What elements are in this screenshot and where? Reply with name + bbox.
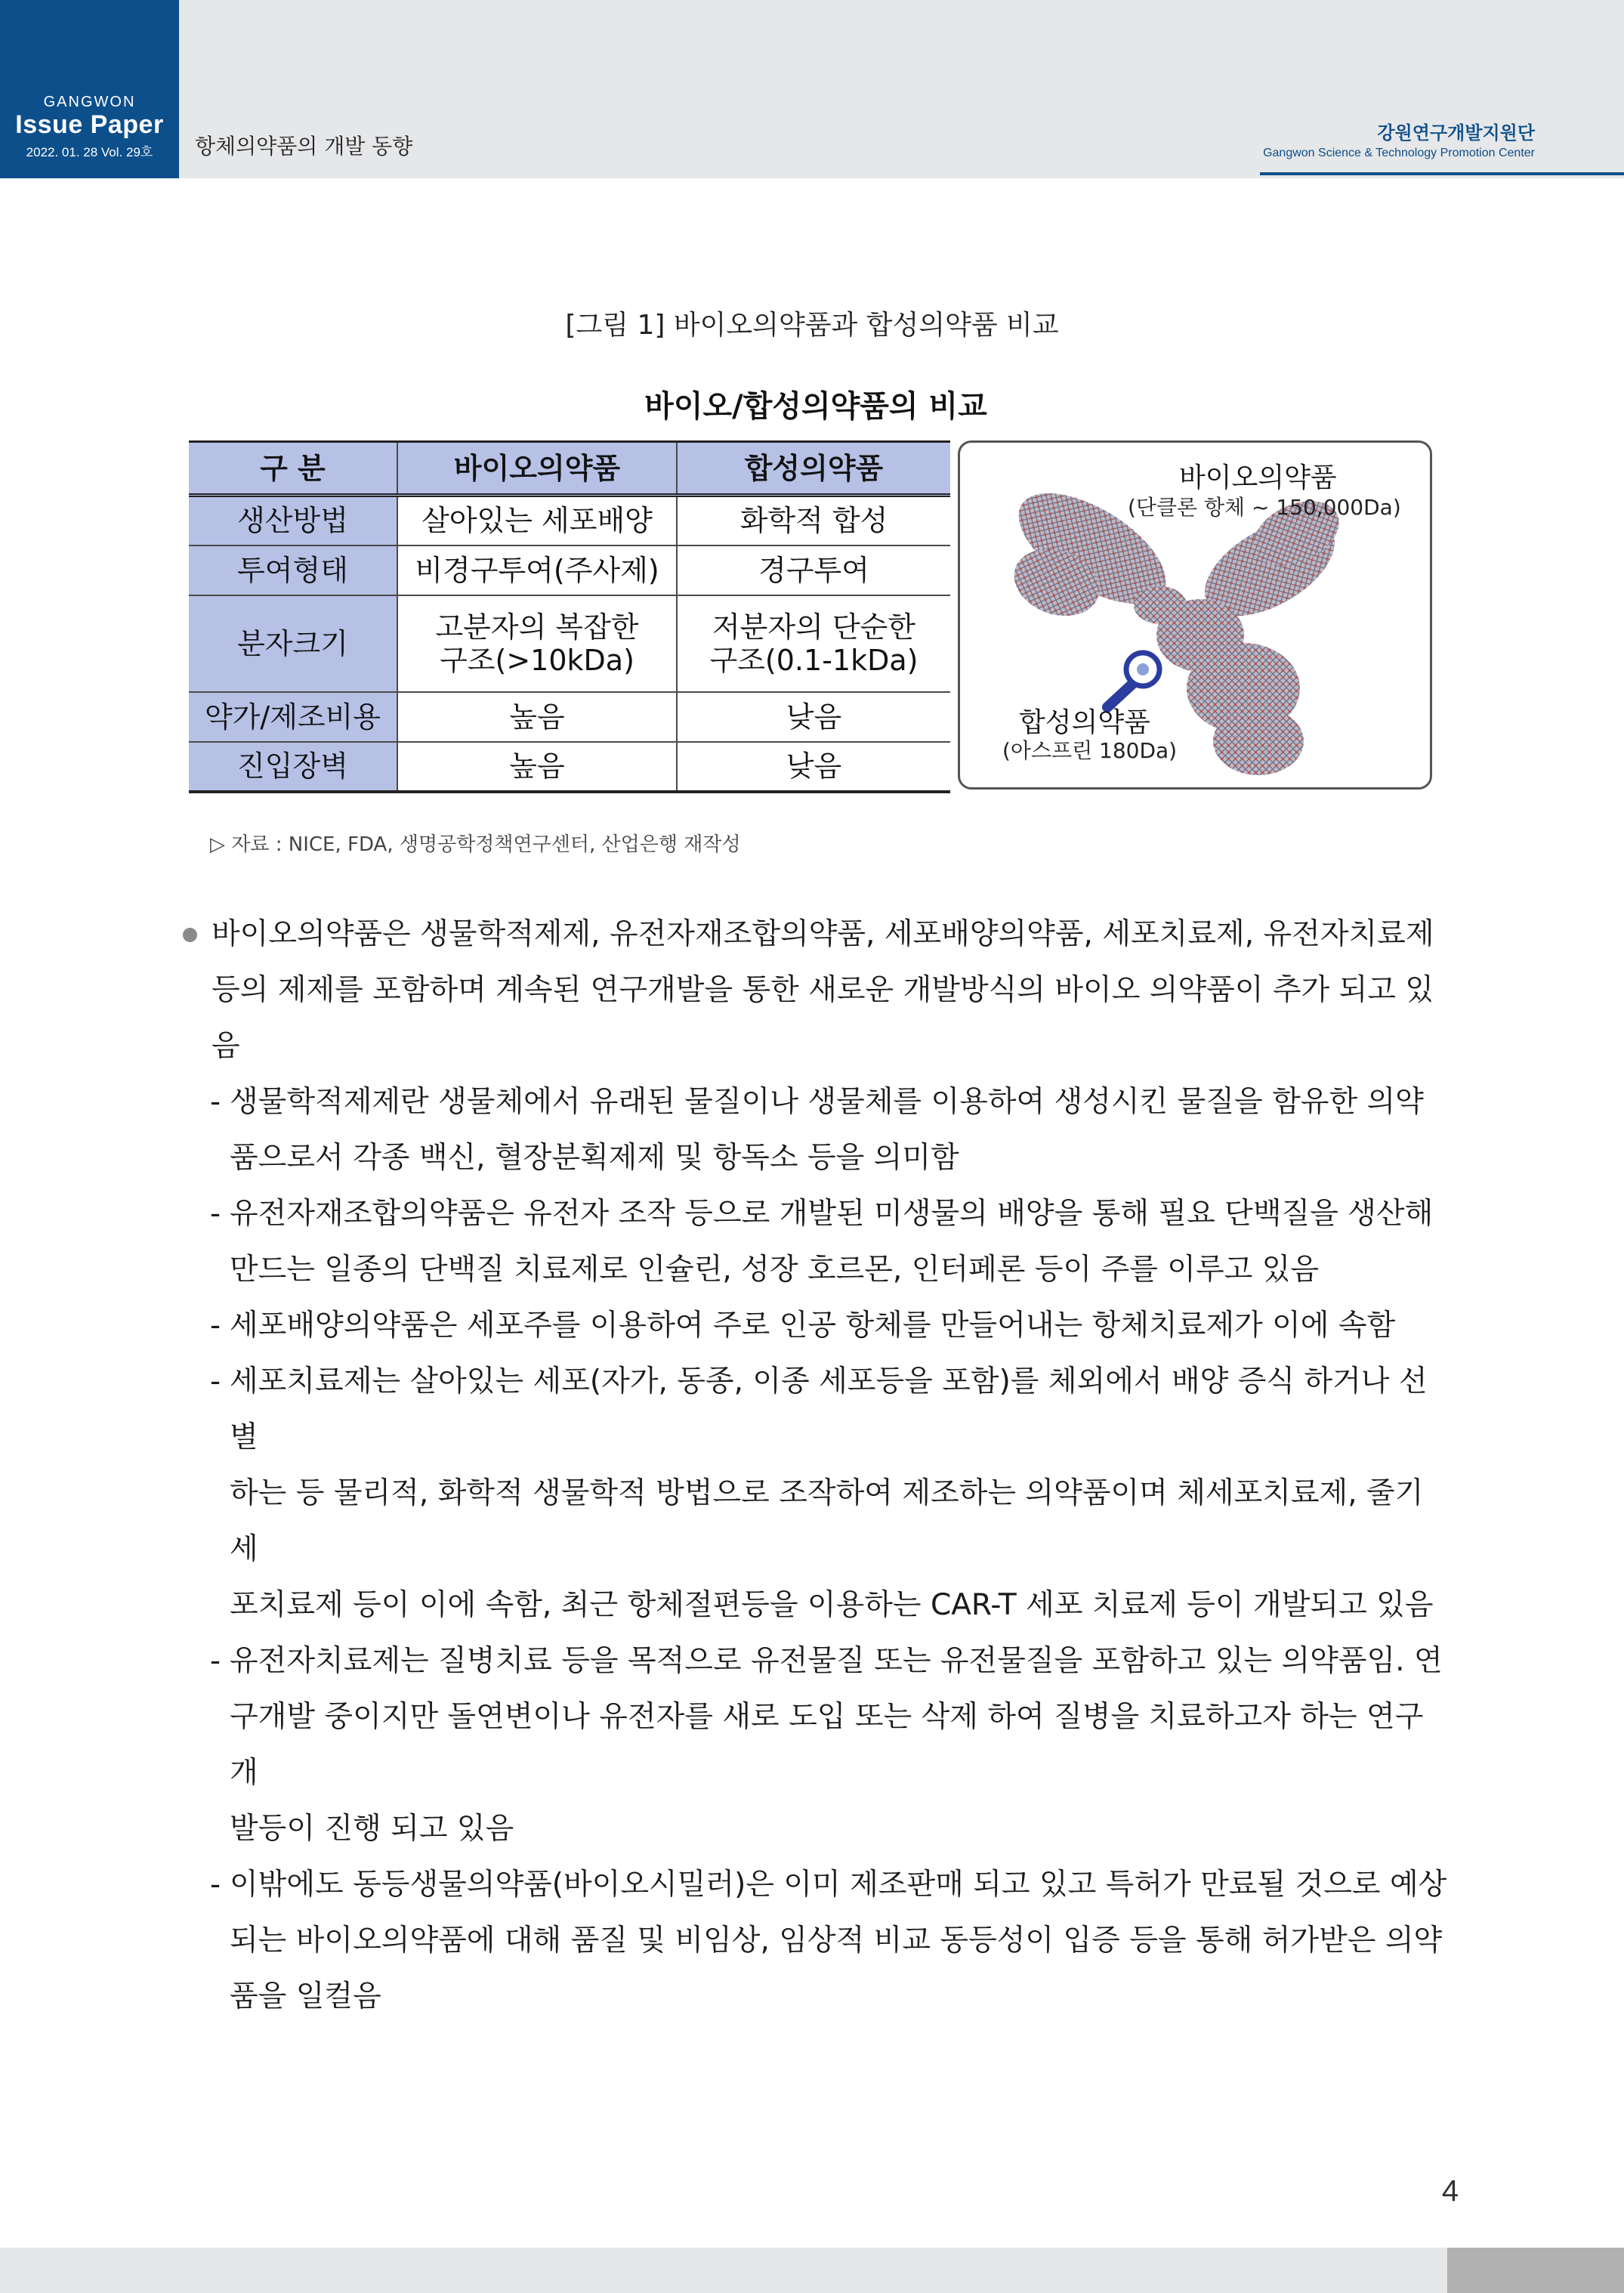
cell-line: 구조(>10kDa) xyxy=(440,643,634,677)
comparison-table xyxy=(189,440,950,793)
molecule-image-panel xyxy=(958,440,1432,790)
body-text xyxy=(180,907,1449,2025)
page-footer xyxy=(0,2248,1624,2293)
table-row xyxy=(189,742,950,792)
dash-marker: - xyxy=(210,1644,221,1678)
syn-cell: 낮음 xyxy=(677,742,950,792)
text-line: 이밖에도 동등생물의약품(바이오시밀러)은 이미 제조판매 되고 있고 특허가 만료될 것으로 예상 xyxy=(230,1868,1447,1902)
text-line: 바이오의약품은 생물학적제제, 유전자재조합의약품, 세포배양의약품, 세포치료제, 유전자치료제 xyxy=(211,917,1434,951)
syn-drug-sublabel: (아스프린 180Da) xyxy=(1002,738,1178,763)
brand-top-text: GANGWON xyxy=(43,94,136,110)
dash-marker: - xyxy=(210,1197,221,1231)
dash-marker: - xyxy=(210,1364,221,1398)
arrow-icon xyxy=(1107,653,1159,707)
brand-main-text: Issue Paper xyxy=(15,110,164,139)
figure-title: 바이오/합성의약품의 비교 xyxy=(644,389,987,424)
syn-drug-label: 합성의약품 xyxy=(1019,707,1150,738)
list-item xyxy=(180,1857,1449,2025)
bio-cell: 살아있는 세포배양 xyxy=(397,496,677,545)
organization-name-en: Gangwon Science & Technology Promotion Center xyxy=(1263,147,1535,159)
list-item xyxy=(180,1354,1449,1633)
table-row xyxy=(189,692,950,742)
document-topic: 항체의약품의 개발 동향 xyxy=(195,134,413,159)
syn-cell: 낮음 xyxy=(677,692,950,742)
list-item xyxy=(180,1298,1449,1354)
table-row xyxy=(189,496,950,545)
text-line: 유전자치료제는 질병치료 등을 목적으로 유전물질 또는 유전물질을 포함하고 있는 의약품임. 연 xyxy=(230,1644,1443,1678)
header-syn: 합성의약품 xyxy=(677,442,950,496)
syn-cell: 경구투여 xyxy=(677,545,950,595)
figure-source: ▷ 자료 : NICE, FDA, 생명공학정책연구센터, 산업은행 재작성 xyxy=(210,833,741,856)
dash-marker: - xyxy=(210,1085,221,1119)
row-label: 진입장벽 xyxy=(189,742,397,792)
issue-date: 2022. 01. 28 Vol. 29호 xyxy=(26,145,153,159)
header-accent-line xyxy=(1260,172,1624,175)
row-label: 생산방법 xyxy=(189,496,397,545)
row-label: 분자크기 xyxy=(189,595,397,692)
bio-drug-sublabel: (단클론 항체 ~ 150,000Da) xyxy=(1128,495,1401,520)
page-number: 4 xyxy=(1441,2174,1459,2208)
text-line: 발등이 진행 되고 있음 xyxy=(230,1812,514,1846)
bullet-paragraph xyxy=(180,907,1449,1074)
table-header-row xyxy=(189,442,950,496)
syn-cell: 화학적 합성 xyxy=(677,496,950,545)
text-line: 하는 등 물리적, 화학적 생물학적 방법으로 조작하여 제조하는 의약품이며 체세포치료제, 줄기세 xyxy=(230,1476,1424,1566)
text-line: 품으로서 각종 백신, 혈장분획제제 및 항독소 등을 의미함 xyxy=(230,1141,959,1175)
bio-cell xyxy=(397,595,677,692)
syn-cell xyxy=(677,595,950,692)
bio-cell: 높음 xyxy=(397,692,677,742)
text-line: 구개발 중이지만 돌연변이나 유전자를 새로 도입 또는 삭제 하여 질병을 치료하고자 하는 연구개 xyxy=(230,1700,1424,1790)
text-line: 되는 바이오의약품에 대해 품질 및 비임상, 임상적 비교 동등성이 입증 등을 통해 허가받은 의약 xyxy=(230,1924,1443,1958)
text-line: 유전자재조합의약품은 유전자 조작 등으로 개발된 미생물의 배양을 통해 필요 단백질을 생산해 xyxy=(230,1197,1434,1231)
text-line: 포치료제 등이 이에 속함, 최근 항체절편등을 이용하는 CAR-T 세포 치료제 등이 개발되고 있음 xyxy=(230,1588,1434,1622)
header-bio: 바이오의약품 xyxy=(397,442,677,496)
text-line: 세포치료제는 살아있는 세포(자가, 동종, 이종 세포등을 포함)를 체외에서 배양 증식 하거나 선별 xyxy=(230,1364,1428,1454)
cell-line: 저분자의 단순한 xyxy=(712,610,916,644)
list-item xyxy=(180,1074,1449,1186)
bio-cell: 높음 xyxy=(397,742,677,792)
dash-marker: - xyxy=(210,1868,221,1902)
footer-accent-block xyxy=(1447,2248,1624,2293)
figure-caption: [그림 1] 바이오의약품과 합성의약품 비교 xyxy=(565,310,1059,341)
row-label: 약가/제조비용 xyxy=(189,692,397,742)
row-label: 투여형태 xyxy=(189,545,397,595)
text-line: 생물학적제제란 생물체에서 유래된 물질이나 생물체를 이용하여 생성시킨 물질을 함유한 의약 xyxy=(230,1085,1424,1119)
list-item xyxy=(180,1186,1449,1298)
cell-line: 고분자의 복잡한 xyxy=(435,610,639,644)
text-line: 만드는 일종의 단백질 치료제로 인슐린, 성장 호르몬, 인터페론 등이 주를 이루고 있음 xyxy=(230,1253,1320,1287)
list-item xyxy=(180,1633,1449,1857)
cell-line: 구조(0.1-1kDa) xyxy=(709,643,919,677)
text-line: 품을 일컬음 xyxy=(230,1979,381,2013)
issue-paper-logo xyxy=(0,0,179,178)
table-row xyxy=(189,595,950,692)
bio-drug-label: 바이오의약품 xyxy=(1179,462,1337,493)
dash-marker: - xyxy=(210,1309,221,1343)
bullet-dot-icon xyxy=(183,928,197,942)
bio-cell: 비경구투여(주사제) xyxy=(397,545,677,595)
text-line: 등의 제제를 포함하며 계속된 연구개발을 통한 새로운 개발방식의 바이오 의약품이 추가 되고 있음 xyxy=(211,973,1434,1063)
header-category: 구 분 xyxy=(189,442,397,496)
table-row xyxy=(189,545,950,595)
text-line: 세포배양의약품은 세포주를 이용하여 주로 인공 항체를 만들어내는 항체치료제가 이에 속함 xyxy=(230,1309,1396,1343)
organization-name-ko: 강원연구개발지원단 xyxy=(1377,122,1535,144)
